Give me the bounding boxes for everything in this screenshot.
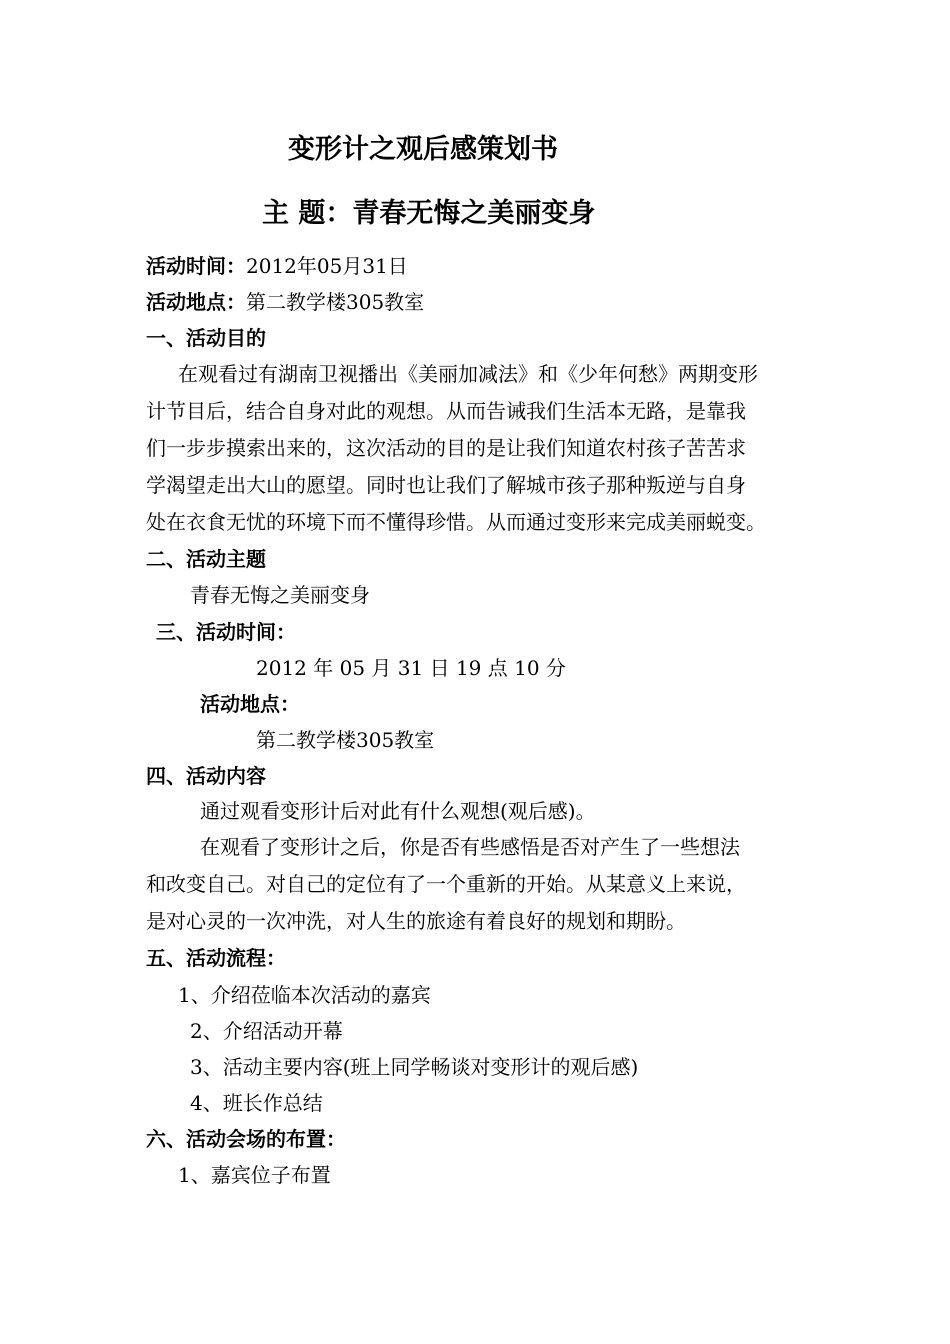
section-2-theme: 青春无悔之美丽变身 xyxy=(190,583,370,607)
activity-time-value: 2012年05月31日 xyxy=(246,254,408,278)
paragraph-line: 学渴望走出大山的愿望。同时也让我们了解城市孩子那种叛逆与自身 xyxy=(146,473,746,497)
paragraph-line: 们一步步摸索出来的，这次活动的目的是让我们知道农村孩子苦苦求 xyxy=(146,436,746,460)
section-3-place-label: 活动地点： xyxy=(200,692,300,716)
section-3-heading: 三、活动时间： xyxy=(156,620,296,644)
paragraph-line: 和改变自己。对自己的定位有了一个重新的开始。从某意义上来说， xyxy=(146,872,746,896)
activity-place-value: 第二教学楼305教室 xyxy=(246,290,425,314)
flow-item: 1、介绍莅临本次活动的嘉宾 xyxy=(178,983,431,1007)
paragraph-line: 处在衣食无忧的环境下而不懂得珍惜。从而通过变形来完成美丽蜕变。 xyxy=(146,510,766,534)
flow-item: 3、活动主要内容(班上同学畅谈对变形计的观后感) xyxy=(190,1055,639,1079)
flow-item: 2、介绍活动开幕 xyxy=(190,1019,343,1043)
paragraph-line: 在观看了变形计之后，你是否有些感悟是否对产生了一些想法 xyxy=(200,835,740,859)
activity-time-label: 活动时间： xyxy=(146,254,246,278)
flow-item: 4、班长作总结 xyxy=(190,1091,323,1115)
section-1-heading: 一、活动目的 xyxy=(146,326,266,350)
section-5-heading: 五、活动流程： xyxy=(146,946,286,970)
section-2-heading: 二、活动主题 xyxy=(146,547,266,571)
section-3-time: 2012 年 05 月 31 日 19 点 10 分 xyxy=(256,656,566,680)
section-4-paragraph xyxy=(146,829,826,940)
section-4-heading: 四、活动内容 xyxy=(146,764,266,788)
layout-item: 1、嘉宾位子布置 xyxy=(178,1163,331,1187)
activity-place-label: 活动地点： xyxy=(146,290,246,314)
paragraph-line: 在观看过有湖南卫视播出《美丽加减法》和《少年何愁》两期变形 xyxy=(178,362,758,386)
section-6-heading: 六、活动会场的布置： xyxy=(146,1127,346,1151)
paragraph-line: 是对心灵的一次冲洗，对人生的旅途有着良好的规划和期盼。 xyxy=(146,909,686,933)
activity-place-row xyxy=(146,292,424,312)
activity-time-row xyxy=(146,256,408,276)
section-3-place: 第二教学楼305教室 xyxy=(256,728,435,752)
section-4-intro: 通过观看变形计后对此有什么观想(观后感)。 xyxy=(200,799,596,823)
document-subtitle: 主 题：青春无悔之美丽变身 xyxy=(262,198,596,229)
paragraph-line: 计节目后，结合自身对此的观想。从而告诫我们生活本无路，是靠我 xyxy=(146,399,746,423)
section-1-paragraph xyxy=(146,356,826,541)
document-title: 变形计之观后感策划书 xyxy=(288,134,558,165)
